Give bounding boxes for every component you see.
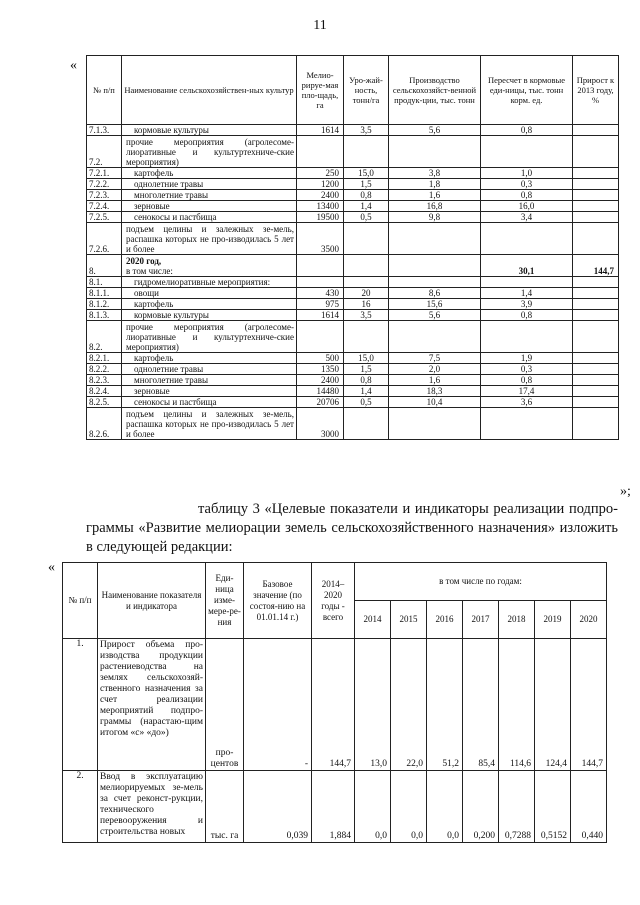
- area-value: 250: [297, 168, 344, 179]
- quote-open-2: «: [48, 560, 55, 575]
- row-number: 8.2.1.: [87, 353, 122, 364]
- growth-value: [573, 321, 619, 353]
- table-row: [87, 201, 619, 212]
- indicator-unit: тыс. га: [206, 771, 244, 843]
- indicator-number: 1.: [63, 639, 98, 771]
- area-value: [297, 321, 344, 353]
- row-number: 7.2.6.: [87, 223, 122, 255]
- t2-header-year: 2020: [571, 601, 607, 639]
- header-production: Производство сельскохозяйст-венной продук-ции, тыс. тонн: [389, 56, 481, 125]
- feed-units-value: 3,6: [481, 397, 573, 408]
- feed-units-value: 0,8: [481, 375, 573, 386]
- crop-name: кормовые культуры: [122, 125, 297, 136]
- crop-production-table: [86, 55, 619, 440]
- feed-units-value: 16,0: [481, 201, 573, 212]
- production-value: 8,6: [389, 288, 481, 299]
- header-crop-name: Наименование сельскохозяйствен-ных культур: [122, 56, 297, 125]
- year-heading: 2020 год,: [126, 256, 162, 266]
- yield-value: [344, 136, 389, 168]
- quote-close-1: »;: [620, 484, 631, 499]
- indicator-base: -: [244, 639, 312, 771]
- year-subheading: в том числе:: [126, 266, 173, 276]
- production-value: [389, 321, 481, 353]
- growth-value: [573, 353, 619, 364]
- row-number: 8.1.2.: [87, 299, 122, 310]
- feed-units-value: [481, 136, 573, 168]
- table3-caption: [86, 500, 618, 557]
- production-value: [389, 408, 481, 440]
- growth-value: [573, 179, 619, 190]
- area-value: 20706: [297, 397, 344, 408]
- table-row: [87, 136, 619, 168]
- header-feed-units: Пересчет в кормовые еди-ницы, тыс. тонн корм. ед.: [481, 56, 573, 125]
- area-value: [297, 255, 344, 277]
- indicator-base: 0,039: [244, 771, 312, 843]
- row-number: 8.2.3.: [87, 375, 122, 386]
- table-row: [87, 288, 619, 299]
- yield-value: 3,5: [344, 125, 389, 136]
- target-indicators-table: [62, 562, 607, 843]
- production-value: 5,6: [389, 125, 481, 136]
- indicator-year-value: 0,0: [355, 771, 391, 843]
- table-row: [87, 321, 619, 353]
- t2-header-year: 2017: [463, 601, 499, 639]
- t2-header-number: № п/п: [63, 563, 98, 639]
- page-number: 11: [313, 18, 327, 33]
- row-number: 7.2.3.: [87, 190, 122, 201]
- t2-header-name: Наименование показателя и индикатора: [98, 563, 206, 639]
- row-number: 8.2.: [87, 321, 122, 353]
- crop-name: [122, 255, 297, 277]
- indicator-year-value: 114,6: [499, 639, 535, 771]
- production-value: 1,6: [389, 190, 481, 201]
- indicator-year-value: 0,7288: [499, 771, 535, 843]
- production-value: 3,8: [389, 168, 481, 179]
- feed-units-value: 3,9: [481, 299, 573, 310]
- growth-value: [573, 277, 619, 288]
- feed-units-value: 0,3: [481, 364, 573, 375]
- header-yield: Уро-жай-ность, тонн/га: [344, 56, 389, 125]
- table-row: [87, 375, 619, 386]
- indicator-year-value: 0,440: [571, 771, 607, 843]
- row-number: 7.1.3.: [87, 125, 122, 136]
- growth-value: [573, 212, 619, 223]
- header-growth: Прирост к 2013 году, %: [573, 56, 619, 125]
- t2-header-base: Базовое значение (по состоя-нию на 01.01.14 г.): [244, 563, 312, 639]
- indicator-name: Прирост объема про-изводства продукции растениеводства на землях сельскохозяй-ственного назначения за счет реализации мероприятий подпро-граммы (нарастаю-щим итогом «с» «до»): [98, 639, 206, 771]
- row-number: 8.1.1.: [87, 288, 122, 299]
- t2-header-total: 2014–2020 годы - всего: [312, 563, 355, 639]
- growth-value: [573, 288, 619, 299]
- t2-header-year: 2018: [499, 601, 535, 639]
- feed-units-value: 1,0: [481, 168, 573, 179]
- production-value: 15,6: [389, 299, 481, 310]
- table-row: [87, 364, 619, 375]
- yield-value: 16: [344, 299, 389, 310]
- feed-units-value: 0,3: [481, 179, 573, 190]
- feed-units-value: 17,4: [481, 386, 573, 397]
- crop-name: картофель: [122, 299, 297, 310]
- table-row: [87, 299, 619, 310]
- yield-value: 1,5: [344, 364, 389, 375]
- row-number: 8.1.3.: [87, 310, 122, 321]
- feed-units-value: 0,8: [481, 310, 573, 321]
- crop-name: зерновые: [122, 386, 297, 397]
- feed-units-value: [481, 223, 573, 255]
- growth-value: [573, 397, 619, 408]
- row-number: 8.2.6.: [87, 408, 122, 440]
- yield-value: [344, 408, 389, 440]
- table-row: [87, 190, 619, 201]
- growth-value: [573, 375, 619, 386]
- area-value: 1614: [297, 310, 344, 321]
- table-row: [87, 277, 619, 288]
- area-value: 1200: [297, 179, 344, 190]
- production-value: 16,8: [389, 201, 481, 212]
- row-number: 7.2.2.: [87, 179, 122, 190]
- quote-open-1: «: [70, 58, 77, 73]
- growth-value: [573, 125, 619, 136]
- yield-value: 0,5: [344, 212, 389, 223]
- table-row: [87, 255, 619, 277]
- t2-header-year: 2015: [391, 601, 427, 639]
- row-number: 8.2.2.: [87, 364, 122, 375]
- table2-header-row-1: [63, 563, 607, 601]
- area-value: 430: [297, 288, 344, 299]
- crop-name: однолетние травы: [122, 364, 297, 375]
- yield-value: 15,0: [344, 168, 389, 179]
- production-value: 10,4: [389, 397, 481, 408]
- production-value: 1,8: [389, 179, 481, 190]
- header-number: № п/п: [87, 56, 122, 125]
- row-number: 8.2.4.: [87, 386, 122, 397]
- feed-units-value: [481, 277, 573, 288]
- crop-name: картофель: [122, 353, 297, 364]
- caption-text: таблицу 3 «Целевые показатели и индикаторы реализации подпро-граммы «Развитие мелиорации земель сельскохозяйственного назначения» изложить в следующей редакции:: [86, 501, 618, 555]
- crop-name: подъем целины и залежных зе-мель, распашка которых не про-изводилась 5 лет и более: [122, 408, 297, 440]
- yield-value: 1,4: [344, 386, 389, 397]
- yield-value: 0,8: [344, 190, 389, 201]
- t2-header-by-year: в том числе по годам:: [355, 563, 607, 601]
- area-value: 3500: [297, 223, 344, 255]
- growth-value: 144,7: [573, 255, 619, 277]
- crop-name: кормовые культуры: [122, 310, 297, 321]
- growth-value: [573, 310, 619, 321]
- crop-name: подъем целины и залежных зе-мель, распашка которых не про-изводилась 5 лет и более: [122, 223, 297, 255]
- production-value: [389, 255, 481, 277]
- growth-value: [573, 299, 619, 310]
- indicator-year-value: 85,4: [463, 639, 499, 771]
- row-number: 7.2.: [87, 136, 122, 168]
- table-row: [87, 408, 619, 440]
- indicator-year-value: 51,2: [427, 639, 463, 771]
- feed-units-value: 0,8: [481, 190, 573, 201]
- crop-name: картофель: [122, 168, 297, 179]
- yield-value: [344, 277, 389, 288]
- production-value: 9,8: [389, 212, 481, 223]
- area-value: [297, 277, 344, 288]
- area-value: 500: [297, 353, 344, 364]
- area-value: 14480: [297, 386, 344, 397]
- t2-header-year: 2016: [427, 601, 463, 639]
- indicator-year-value: 22,0: [391, 639, 427, 771]
- growth-value: [573, 386, 619, 397]
- yield-value: 0,8: [344, 375, 389, 386]
- yield-value: [344, 321, 389, 353]
- yield-value: 1,4: [344, 201, 389, 212]
- area-value: 19500: [297, 212, 344, 223]
- crop-name: однолетние травы: [122, 179, 297, 190]
- growth-value: [573, 201, 619, 212]
- indicator-name: Ввод в эксплуатацию мелиорируемых зе-мель за счет реконст-рукции, технического перевооружения и строительства новых: [98, 771, 206, 843]
- area-value: 3000: [297, 408, 344, 440]
- crop-name: овощи: [122, 288, 297, 299]
- indicator-year-value: 144,7: [571, 639, 607, 771]
- area-value: 13400: [297, 201, 344, 212]
- yield-value: 1,5: [344, 179, 389, 190]
- indicator-year-value: 124,4: [535, 639, 571, 771]
- indicator-year-value: 13,0: [355, 639, 391, 771]
- production-value: [389, 277, 481, 288]
- growth-value: [573, 190, 619, 201]
- table-row: [87, 397, 619, 408]
- indicator-total: 144,7: [312, 639, 355, 771]
- crop-name: сенокосы и пастбища: [122, 212, 297, 223]
- t2-header-year: 2014: [355, 601, 391, 639]
- table-row: [87, 125, 619, 136]
- yield-value: 0,5: [344, 397, 389, 408]
- table-row: [87, 179, 619, 190]
- indicator-number: 2.: [63, 771, 98, 843]
- area-value: [297, 136, 344, 168]
- row-number: 8.2.5.: [87, 397, 122, 408]
- crop-name: многолетние травы: [122, 190, 297, 201]
- growth-value: [573, 364, 619, 375]
- feed-units-value: [481, 321, 573, 353]
- production-value: [389, 136, 481, 168]
- area-value: 1350: [297, 364, 344, 375]
- area-value: 1614: [297, 125, 344, 136]
- header-area: Мелио-рируе-мая пло-щадь, га: [297, 56, 344, 125]
- yield-value: [344, 255, 389, 277]
- table-row: [87, 212, 619, 223]
- table-row: [87, 386, 619, 397]
- table-row: [87, 223, 619, 255]
- row-number: 8.: [87, 255, 122, 277]
- crop-name: многолетние травы: [122, 375, 297, 386]
- growth-value: [573, 168, 619, 179]
- crop-name: прочие мероприятия (агролесоме-лиоративные и культуртехниче-ские мероприятия): [122, 136, 297, 168]
- row-number: 7.2.4.: [87, 201, 122, 212]
- feed-units-value: 30,1: [481, 255, 573, 277]
- crop-name: сенокосы и пастбища: [122, 397, 297, 408]
- growth-value: [573, 136, 619, 168]
- production-value: 1,6: [389, 375, 481, 386]
- table-row: [87, 168, 619, 179]
- crop-name: зерновые: [122, 201, 297, 212]
- indicator-row: [63, 639, 607, 771]
- t2-header-year: 2019: [535, 601, 571, 639]
- indicator-year-value: 0,200: [463, 771, 499, 843]
- row-number: 7.2.1.: [87, 168, 122, 179]
- area-value: 2400: [297, 190, 344, 201]
- indicator-row: [63, 771, 607, 843]
- table1-header-row: [87, 56, 619, 125]
- production-value: 18,3: [389, 386, 481, 397]
- yield-value: 20: [344, 288, 389, 299]
- area-value: 2400: [297, 375, 344, 386]
- area-value: 975: [297, 299, 344, 310]
- table-row: [87, 353, 619, 364]
- yield-value: 3,5: [344, 310, 389, 321]
- indicator-year-value: 0,0: [391, 771, 427, 843]
- production-value: [389, 223, 481, 255]
- production-value: 2,0: [389, 364, 481, 375]
- row-number: 7.2.5.: [87, 212, 122, 223]
- yield-value: [344, 223, 389, 255]
- table-row: [87, 310, 619, 321]
- crop-name: прочие мероприятия (агролесоме-лиоративные и культуртехниче-ские мероприятия): [122, 321, 297, 353]
- feed-units-value: 1,4: [481, 288, 573, 299]
- indicator-total: 1,884: [312, 771, 355, 843]
- feed-units-value: [481, 408, 573, 440]
- yield-value: 15,0: [344, 353, 389, 364]
- indicator-unit: про-центов: [206, 639, 244, 771]
- t2-header-unit: Еди-ница изме-мере-ре-ния: [206, 563, 244, 639]
- growth-value: [573, 408, 619, 440]
- feed-units-value: 3,4: [481, 212, 573, 223]
- production-value: 5,6: [389, 310, 481, 321]
- feed-units-value: 1,9: [481, 353, 573, 364]
- indicator-year-value: 0,0: [427, 771, 463, 843]
- row-number: 8.1.: [87, 277, 122, 288]
- crop-name: гидромелиоративные мероприятия:: [122, 277, 297, 288]
- growth-value: [573, 223, 619, 255]
- indicator-year-value: 0,5152: [535, 771, 571, 843]
- feed-units-value: 0,8: [481, 125, 573, 136]
- production-value: 7,5: [389, 353, 481, 364]
